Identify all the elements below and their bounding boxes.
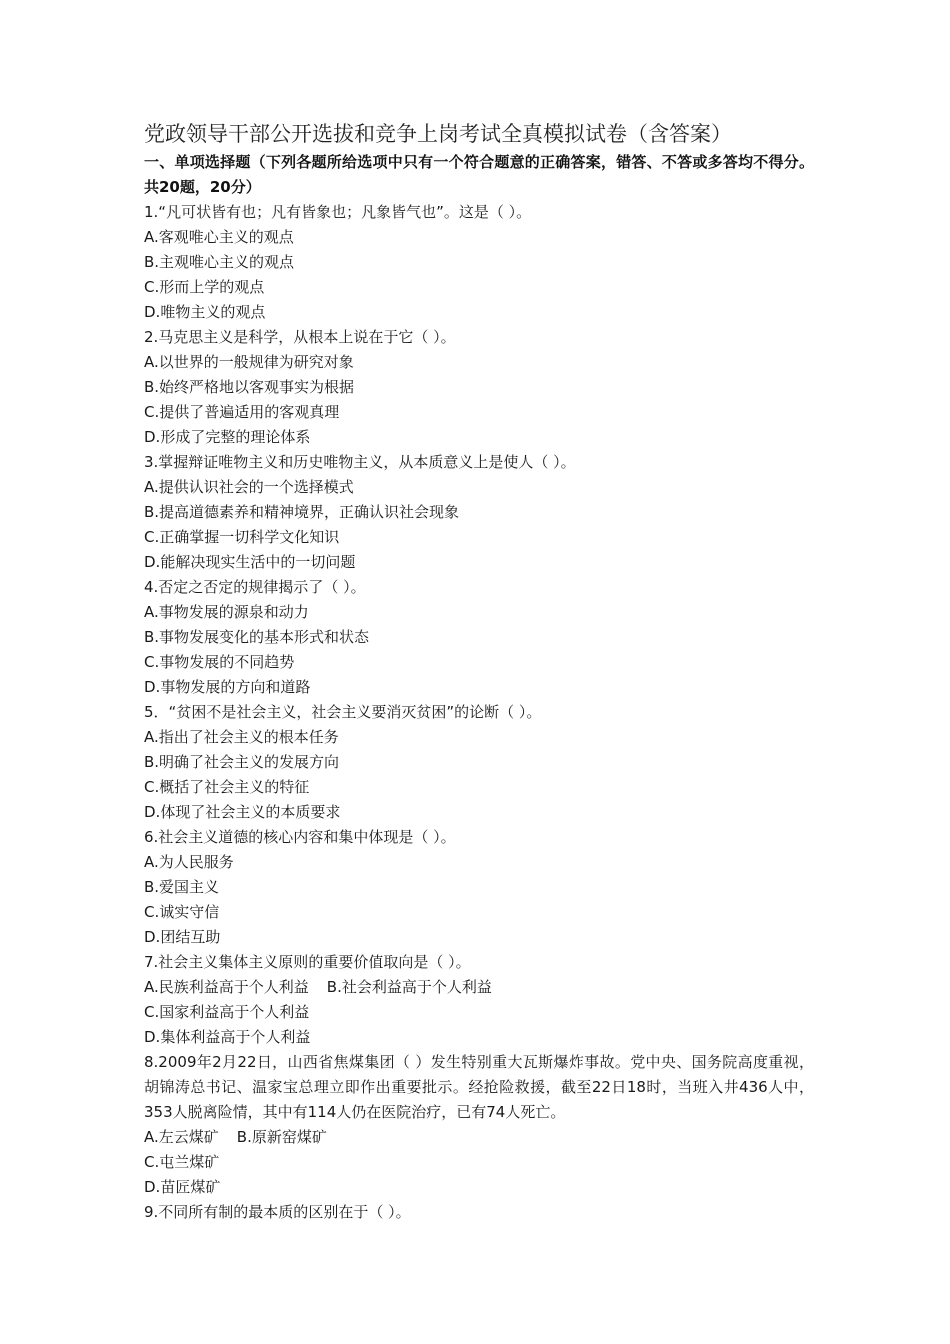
option-d: D.苗匠煤矿 <box>144 1178 221 1196</box>
option-b: B.明确了社会主义的发展方向 <box>144 753 340 771</box>
document-page <box>144 118 814 1225</box>
option-d: D.集体利益高于个人利益 <box>144 1028 311 1046</box>
option-a: A.提供认识社会的一个选择模式 <box>144 478 354 496</box>
option-b: B.事物发展变化的基本形式和状态 <box>144 628 370 646</box>
option-a: A.以世界的一般规律为研究对象 <box>144 353 354 371</box>
option-c: C.事物发展的不同趋势 <box>144 653 295 671</box>
option-b: B.原新窑煤矿 <box>236 1128 327 1146</box>
option-c: C.形而上学的观点 <box>144 278 265 296</box>
question-stem: 1.“凡可状皆有也；凡有皆象也；凡象皆气也”。这是（ ）。 <box>144 203 532 221</box>
option-d: D.事物发展的方向和道路 <box>144 678 311 696</box>
option-row-ab <box>144 975 814 1000</box>
question-3 <box>144 450 814 575</box>
question-6 <box>144 825 814 950</box>
option-row-ab <box>144 1125 814 1150</box>
question-5 <box>144 700 814 825</box>
option-a: A.民族利益高于个人利益 <box>144 978 309 996</box>
option-c: C.诚实守信 <box>144 903 220 921</box>
document-title: 党政领导干部公开选拔和竞争上岗考试全真模拟试卷（含答案） <box>144 122 732 146</box>
question-stem: 5．“贫困不是社会主义，社会主义要消灭贫困”的论断（ ）。 <box>144 703 542 721</box>
option-c: C.屯兰煤矿 <box>144 1153 220 1171</box>
option-b: B.社会利益高于个人利益 <box>326 978 492 996</box>
option-a: A.指出了社会主义的根本任务 <box>144 728 339 746</box>
option-c: C.提供了普遍适用的客观真理 <box>144 403 340 421</box>
question-stem: 9.不同所有制的最本质的区别在于（ ）。 <box>144 1203 411 1221</box>
question-stem: 2.马克思主义是科学，从根本上说在于它（ ）。 <box>144 328 456 346</box>
option-d: D.体现了社会主义的本质要求 <box>144 803 341 821</box>
option-c: C.国家利益高于个人利益 <box>144 1003 310 1021</box>
option-d: D.能解决现实生活中的一切问题 <box>144 553 356 571</box>
option-b: B.提高道德素养和精神境界，正确认识社会现象 <box>144 503 460 521</box>
option-a: A.左云煤矿 <box>144 1128 219 1146</box>
question-stem: 3.掌握辩证唯物主义和历史唯物主义，从本质意义上是使人（ ）。 <box>144 453 576 471</box>
option-d: D.团结互助 <box>144 928 221 946</box>
question-1 <box>144 200 814 325</box>
option-b: B.主观唯心主义的观点 <box>144 253 295 271</box>
option-d: D.形成了完整的理论体系 <box>144 428 311 446</box>
option-c: C.正确掌握一切科学文化知识 <box>144 528 340 546</box>
option-b: B.始终严格地以客观事实为根据 <box>144 378 355 396</box>
question-stem: 4.否定之否定的规律揭示了（ ）。 <box>144 578 366 596</box>
option-c: C.概括了社会主义的特征 <box>144 778 310 796</box>
question-7 <box>144 950 814 1050</box>
section-header: 一、单项选择题（下列各题所给选项中只有一个符合题意的正确答案，错答、不答或多答均不得分。共20题，20分） <box>144 153 814 196</box>
question-stem: 8.2009年2月22日，山西省焦煤集团（ ）发生特别重大瓦斯爆炸事故。党中央、国务院高度重视，胡锦涛总书记、温家宝总理立即作出重要批示。经抢险救援，截至22日18时，当班入井436人中，353人脱离险情，其中有114人仍在医院治疗，已有74人死亡。 <box>144 1053 814 1121</box>
question-4 <box>144 575 814 700</box>
question-stem: 6.社会主义道德的核心内容和集中体现是（ ）。 <box>144 828 456 846</box>
option-d: D.唯物主义的观点 <box>144 303 266 321</box>
question-8 <box>144 1050 814 1200</box>
option-b: B.爱国主义 <box>144 878 220 896</box>
question-2 <box>144 325 814 450</box>
option-a: A.事物发展的源泉和动力 <box>144 603 309 621</box>
question-9 <box>144 1200 814 1225</box>
question-stem: 7.社会主义集体主义原则的重要价值取向是（ ）。 <box>144 953 471 971</box>
option-a: A.为人民服务 <box>144 853 234 871</box>
option-a: A.客观唯心主义的观点 <box>144 228 294 246</box>
